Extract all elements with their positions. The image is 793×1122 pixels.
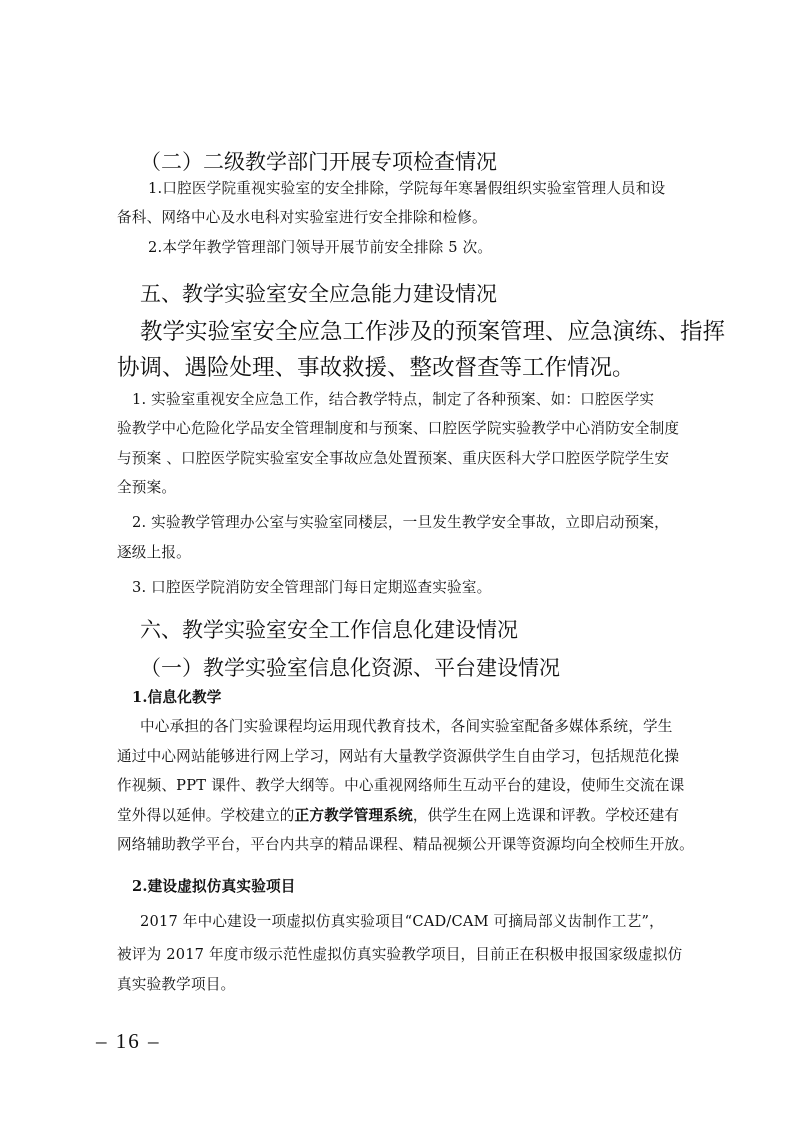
paragraph-line: 验教学中心危险化学品安全管理制度和与预案、口腔医学院实验教学中心消防安全制度	[117, 420, 680, 437]
section-heading-6: 六、教学实验室安全工作信息化建设情况	[140, 618, 518, 642]
paragraph-line: 1. 实验室重视安全应急工作，结合教学特点，制定了各种预案、如：口腔医学实	[132, 391, 655, 408]
paragraph-line: 逐级上报。	[117, 544, 191, 561]
paragraph-line: 被评为 2017 年度市级示范性虚拟仿真实验教学项目，目前正在积极申报国家级虚拟仿	[117, 946, 683, 963]
page-number: – 16 –	[96, 1029, 161, 1053]
paragraph-line: 网络辅助教学平台，平台内共享的精品课程、精品视频公开课等资源均向全校师生开放。	[117, 836, 694, 853]
item-title: 1.信息化教学	[132, 689, 222, 706]
item-title: 2.建设虚拟仿真实验项目	[132, 878, 296, 895]
paragraph-line: 通过中心网站能够进行网上学习，网站有大量教学资源供学生自由学习，包括规范化操	[117, 748, 680, 765]
section-intro-line: 协调、遇险处理、事故救援、整改督查等工作情况。	[117, 355, 635, 381]
paragraph-line	[117, 801, 679, 831]
paragraph-line: 中心承担的各门实验课程均运用现代教育技术，各间实验室配备多媒体系统，学生	[140, 718, 673, 735]
paragraph-line: 3. 口腔医学院消防安全管理部门每日定期巡查实验室。	[132, 579, 492, 596]
section-intro-line: 教学实验室安全应急工作涉及的预案管理、应急演练、指挥	[140, 319, 726, 345]
paragraph-line: 作视频、PPT 课件、教学大纲等。中心重视网络师生互动平台的建设，使师生交流在课	[117, 777, 685, 794]
section-heading-5: 五、教学实验室安全应急能力建设情况	[140, 282, 497, 306]
paragraph-line: 2.本学年教学管理部门领导开展节前安全排除 5 次。	[148, 239, 493, 256]
paragraph-line: 2017 年中心建设一项虚拟仿真实验项目“CAD/CAM 可摘局部义齿制作工艺”，	[140, 913, 664, 930]
paragraph-line: 备科、网络中心及水电科对实验室进行安全排除和检修。	[117, 209, 487, 226]
paragraph-line: 1.口腔医学院重视实验室的安全排除，学院每年寒暑假组织实验室管理人员和设	[148, 180, 666, 197]
paragraph-line: 2. 实验教学管理办公室与实验室同楼层，一旦发生教学安全事故，立即启动预案，	[132, 514, 669, 531]
system-name-bold: 正方教学管理系统	[294, 807, 413, 824]
paragraph-line: 全预案。	[117, 479, 177, 496]
text-run: 堂外得以延伸。学校建立的	[117, 807, 295, 824]
paragraph-line: 真实验教学项目。	[117, 976, 236, 993]
paragraph-line: 与预案 、口腔医学院实验室安全事故应急处置预案、重庆医科大学口腔医学院学生安	[117, 450, 670, 467]
section-heading-level-2: （二）二级教学部门开展专项检查情况	[140, 150, 497, 174]
text-run: ，供学生在网上选课和评教。学校还建有	[412, 807, 680, 824]
subsection-heading: （一）教学实验室信息化资源、平台建设情况	[140, 656, 560, 680]
